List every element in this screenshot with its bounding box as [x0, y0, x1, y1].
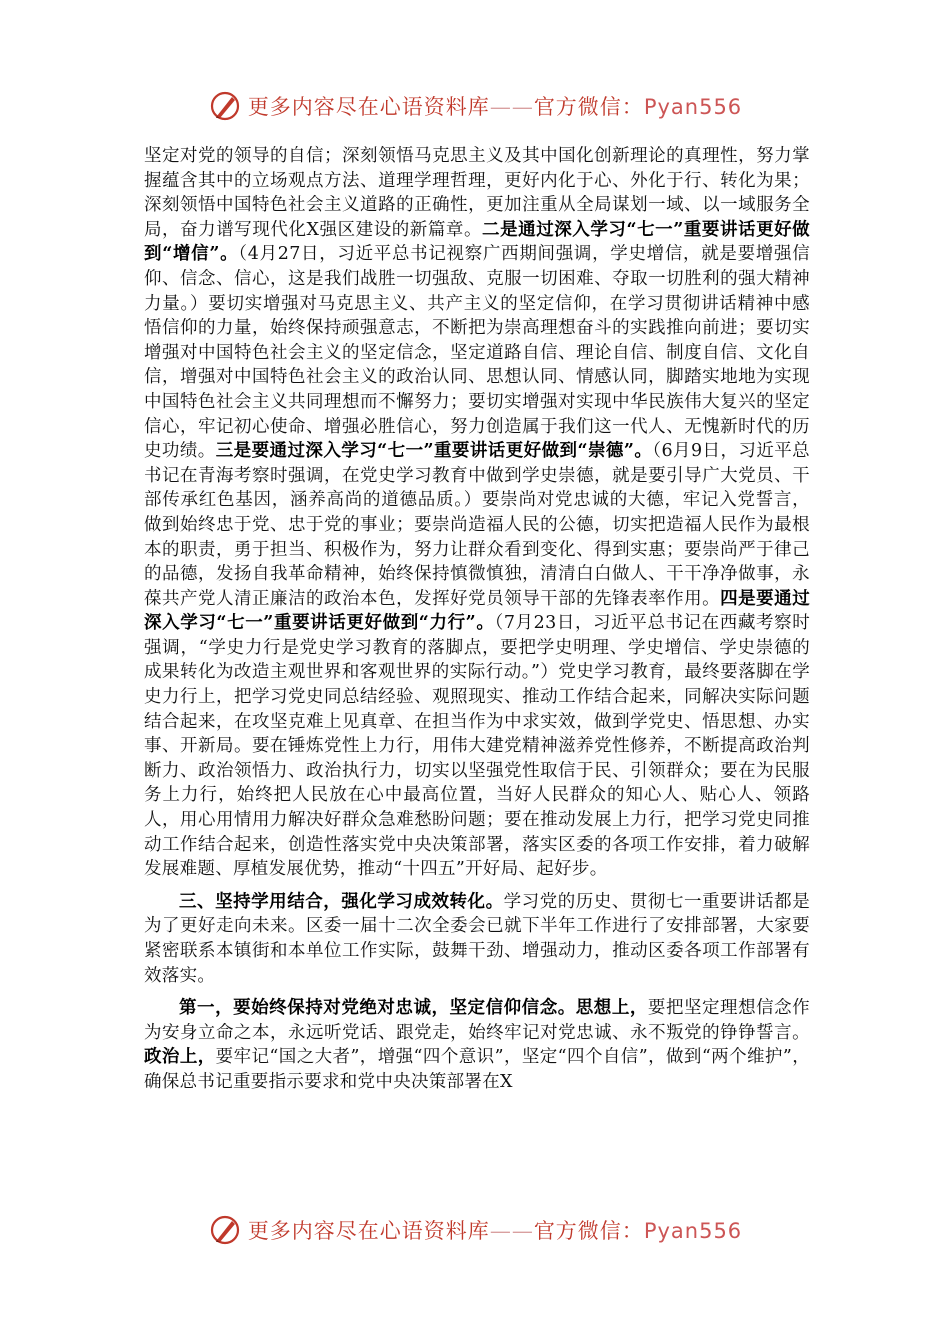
text-run: 要牢记“国之大者”，增强“四个意识”，坚定“四个自信”，做到“两个维护”，确保总书记重要指示要求和党中央决策部署在X	[144, 1047, 811, 1092]
banner-text	[248, 91, 742, 121]
banner-separator: ——	[489, 95, 534, 119]
pen-logo-icon	[208, 89, 242, 123]
text-run: （7月23日，习近平总书记在西藏考察时强调，“学史力行是党史学习教育的落脚点，要把学史明理、学史增信、学史崇德的成果转化为改造主观世界和客观世界的实际行动。”）党史学习教育，最终要落脚在学史力行上，把学习党史同总结经验、观照现实、推动工作结合起来，同解决实际问题结合起来，在攻坚克难上见真章、在担当作为中求实效，做到学党史、悟思想、办实事、开新局。要在锤炼党性上力行，用伟大建党精神滋养党性修养，不断提高政治判断力、政治领悟力、政治执行力，切实以坚强党性取信于民、引领群众；要在为民服务上力行，始终把人民放在心中最高位置，当好人民群众的知心人、贴心人、领路人，用心用情用力解决好群众急难愁盼问题；要在推动发展上力行，把学习党史同推动工作结合起来，创造性落实党中央决策部署，落实区委的各项工作安排，着力破解发展难题、厚植发展优势，推动“十四五”开好局、起好步。	[144, 613, 810, 880]
bold-text-run: 政治上，	[144, 1047, 216, 1068]
banner-text	[248, 1215, 742, 1245]
paragraph	[144, 996, 810, 1094]
footer-banner	[0, 1210, 950, 1250]
banner-wechat-label: 官方微信：	[533, 1219, 644, 1243]
text-run: （6月9日，习近平总书记在青海考察时强调，在党史学习教育中做到学史崇德，就是要引导广大党员、干部传承红色基因，涵养高尚的道德品质。）要崇尚对党忠诚的大德，牢记入党誓言，做到始终忠于党、忠于党的事业；要崇尚造福人民的公德，切实把造福人民作为最根本的职责，勇于担当、积极作为，努力让群众看到变化、得到实惠；要崇尚严于律己的品德，发扬自我革命精神，始终保持慎微慎独，清清白白做人、干干净净做事，永葆共产党人清正廉洁的政治本色，发挥好党员领导干部的先锋表率作用。	[144, 441, 810, 609]
bold-text-run: 三是要通过深入学习“七一”重要讲话更好做到“崇德”。	[215, 441, 653, 462]
pen-logo-icon	[208, 1213, 242, 1247]
bold-text-run: 四是要通过深入学习“七一”重要讲话更好做到“力行”。	[144, 588, 810, 634]
paragraph	[144, 144, 810, 882]
banner-title: 更多内容尽在心语资料库	[247, 95, 490, 119]
banner-wechat-label: 官方微信：	[533, 95, 644, 119]
banner-separator: ——	[489, 1219, 534, 1243]
banner-title: 更多内容尽在心语资料库	[247, 1219, 490, 1243]
header-banner	[0, 86, 950, 126]
text-run: 要把坚定理想信念作为安身立命之本，永远听党话、跟党走，始终牢记对党忠诚、永不叛党的铮铮誓言。	[144, 998, 810, 1043]
banner-wechat-id: Pyan556	[643, 95, 743, 119]
text-run: 学习党的历史、贯彻七一重要讲话都是为了更好走向未来。区委一届十二次全委会已就下半年工作进行了安排部署，大家要紧密联系本镇街和本单位工作实际，鼓舞干劲、增强动力，推动区委各项工作部署有效落实。	[144, 891, 810, 986]
document-body	[144, 144, 810, 1103]
text-run: （4月27日，习近平总书记视察广西期间强调，学史增信，就是要增强信仰、信念、信心，这是我们战胜一切强敌、克服一切困难、夺取一切胜利的强大精神力量。）要切实增强对马克思主义、共产主义的坚定信仰，在学习贯彻讲话精神中感悟信仰的力量，始终保持顽强意志，不断把为崇高理想奋斗的实践推向前进；要切实增强对中国特色社会主义的坚定信念，坚定道路自信、理论自信、制度自信、文化自信，增强对中国特色社会主义的政治认同、思想认同、情感认同，脚踏实地地为实现中国特色社会主义共同理想而不懈努力；要切实增强对实现中华民族伟大复兴的坚定信心，牢记初心使命、增强必胜信心，努力创造属于我们这一代人、无愧新时代的历史功绩。	[144, 244, 810, 462]
text-run: 坚定对党的领导的自信；深刻领悟马克思主义及其中国化创新理论的真理性，努力掌握蕴含其中的立场观点方法、道理学理哲理，更好内化于心、外化于行、转化为果；深刻领悟中国特色社会主义道路的正确性，更加注重从全局谋划一域、以一域服务全局，奋力谱写现代化X强区建设的新篇章。	[144, 146, 810, 240]
banner-wechat-id: Pyan556	[643, 1219, 743, 1243]
bold-text-run: 三、坚持学用结合，强化学习成效转化。	[179, 891, 504, 912]
bold-text-run: 第一，要始终保持对党绝对忠诚，坚定信仰信念。思想上，	[179, 998, 648, 1019]
paragraph	[144, 890, 810, 988]
bold-text-run: 二是通过深入学习“七一”重要讲话更好做到“增信”。	[144, 219, 810, 265]
